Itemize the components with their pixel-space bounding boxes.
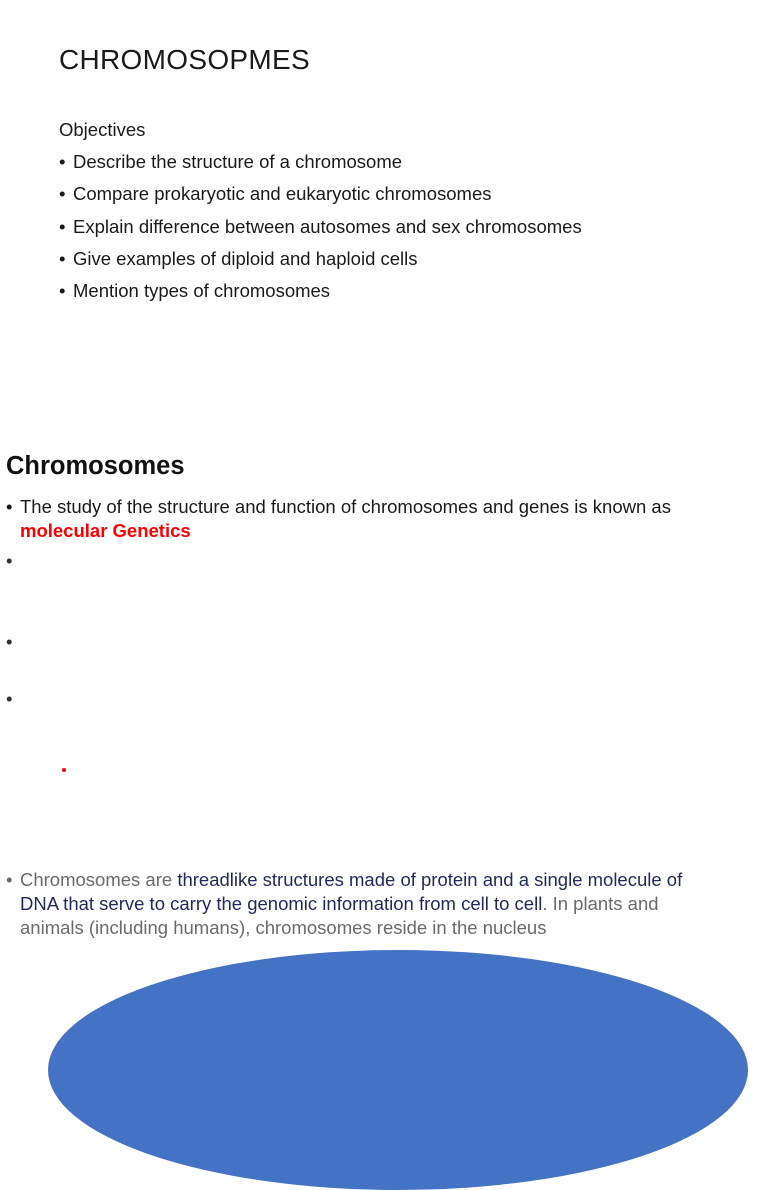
red-dot-marker xyxy=(62,768,66,772)
objective-text: Compare prokaryotic and eukaryotic chromosomes xyxy=(73,183,492,205)
intro-highlight: molecular Genetics xyxy=(20,520,191,541)
para-line xyxy=(6,868,682,892)
bullet-marker: • xyxy=(6,496,13,517)
slide-objectives xyxy=(0,0,768,420)
para-text-muted: animals (including humans), chromosomes reside in the nucleus xyxy=(20,917,547,938)
bullet-marker: • xyxy=(59,280,66,302)
objective-text: Explain difference between autosomes and sex chromosomes xyxy=(73,215,582,237)
objectives-heading: Objectives xyxy=(59,119,146,140)
intro-highlight-line xyxy=(6,519,191,543)
para-line xyxy=(6,892,682,916)
para-text-emphasis: DNA that serve to carry the genomic information from cell to cell xyxy=(20,893,543,914)
intro-text: The study of the structure and function of chromosomes and genes is known as xyxy=(20,496,671,517)
objective-text: Mention types of chromosomes xyxy=(73,280,331,302)
bullet-marker: • xyxy=(59,183,66,205)
slide-chromosomes xyxy=(0,420,768,1024)
list-item xyxy=(59,150,582,182)
blue-ellipse-shape xyxy=(48,950,748,1190)
para-text-muted: Chromosomes are xyxy=(20,869,178,890)
objective-text: Describe the structure of a chromosome xyxy=(73,151,403,172)
bullet-marker: • xyxy=(6,869,13,890)
list-item xyxy=(59,247,582,279)
empty-bullet: • xyxy=(6,550,13,571)
empty-bullet: • xyxy=(6,631,13,652)
objective-text: Give examples of diploid and haploid cells xyxy=(73,247,418,269)
list-item xyxy=(59,182,582,214)
slide-title: CHROMOSOPMES xyxy=(59,44,310,75)
empty-bullet: • xyxy=(6,688,13,709)
slide-title: Chromosomes xyxy=(6,452,185,480)
bullet-marker: • xyxy=(59,247,66,269)
objectives-list xyxy=(59,150,582,311)
list-item xyxy=(59,215,582,247)
para-text-emphasis: threadlike structures made of protein and a single molecule of xyxy=(177,869,683,890)
para-text-muted: . In plants and xyxy=(542,893,659,914)
chromosomes-definition xyxy=(6,868,682,940)
para-line xyxy=(6,916,682,940)
bullet-marker: • xyxy=(59,215,66,237)
bullet-marker: • xyxy=(59,151,66,172)
intro-bullet xyxy=(6,495,671,519)
list-item xyxy=(59,279,582,311)
